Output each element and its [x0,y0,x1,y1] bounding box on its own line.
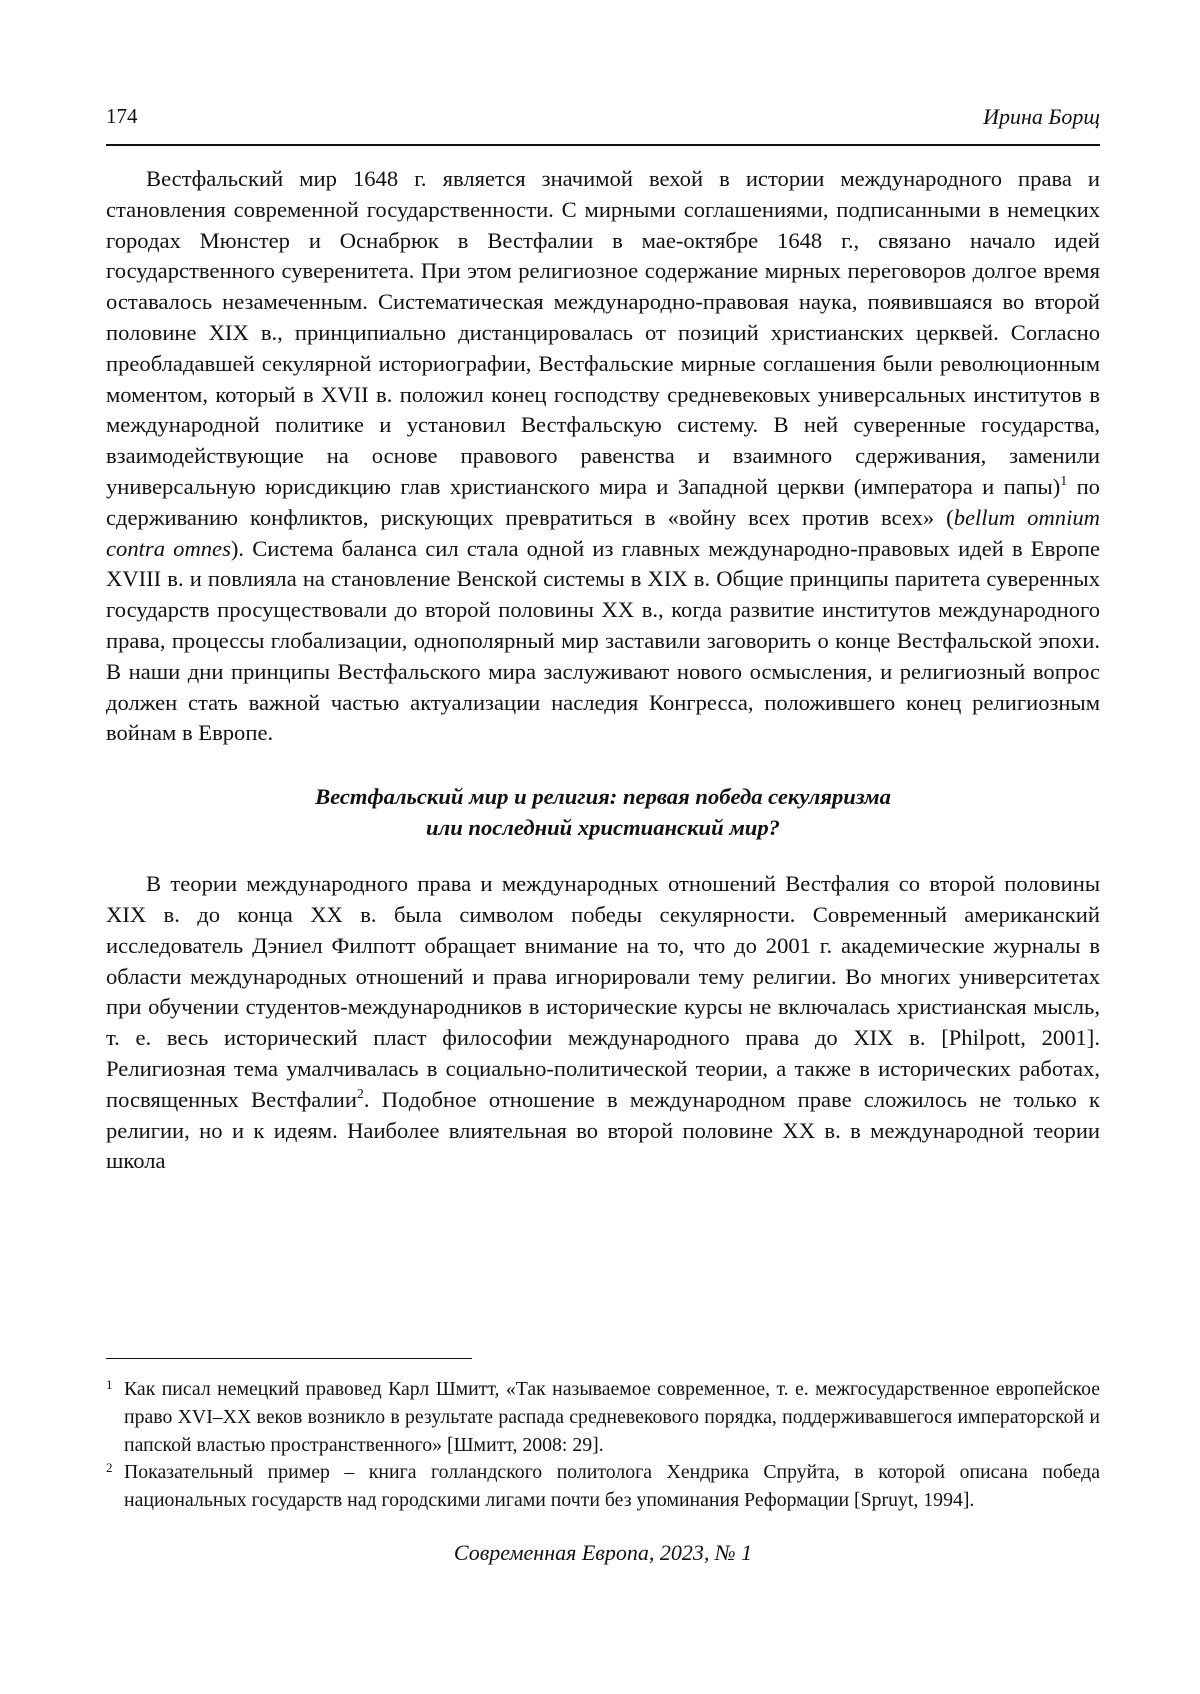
footnote-text: Как писал немецкий правовед Карл Шмитт, «Так называемое современное, т. е. межгосударственное европейское право XVI–XX веков возникло в результате распада средневекового порядка, поддерживавшегося императорской и папской властью пространственного» [Шмитт, 2008: 29]. [124,1378,1100,1456]
footnote-mark: 2 [106,1460,113,1476]
running-author: Ирина Борщ [983,104,1100,129]
section-heading [106,781,1100,843]
footnotes [106,1376,1100,1515]
footnote-2 [106,1459,1100,1515]
body-text [106,164,1100,1177]
footnote-mark: 1 [106,1377,113,1392]
paragraph-intro-part-a: Вестфальский мир 1648 г. является значимой вехой в истории международного права и становления современной государственности. С мирными соглашениями, подписанными в немецких городах Мюнстер и Оснабрюк в Вестфалии в мае-октябре 1648 г., связано начало идей государственного суверенитета. При этом религиозное содержание мирных переговоров долгое время оставалось незамеченным. Систематическая международно-правовая наука, появившаяся во второй половине XIX в., принципиально дистанцировалась от позиций христианских церквей. Согласно преобладавшей секулярной историографии, Вестфальские мирные соглашения были революционным моментом, который в XVII в. положил конец господству средневековых универсальных институтов в международной политике и установил Вестфальскую систему. В ней суверенные государства, взаимодействующие на основе правового равенства и взаимного сдерживания, заменили универсальную юрисдикцию глав христианского мира и Западной церкви (императора и папы) [106,166,1100,499]
paragraph-section-part-a: В теории международного права и международных отношений Вестфалия со второй половины XIX в. до конца XX в. была символом победы секулярности. Современный американский исследователь Дэниел Филпотт обращает внимание на то, что до 2001 г. академические журналы в области международных отношений и права игнорировали тему религии. Во многих университетах при обучении студентов-международников в исторические курсы не включалась христианская мысль, т. е. весь исторический пласт философии международного права до XIX в. [Philpott, 2001]. Религиозная тема умалчивалась в социально-политической теории, а также в исторических работах, посвященных Вестфалии [106,871,1100,1112]
page-number: 174 [106,104,138,128]
footnote-text: Показательный пример – книга голландского политолога Хендрика Спруйта, в которой описана победа национальных государств над городскими лигами почти без упоминания Реформации [Spruyt, 1994]. [124,1461,1100,1512]
running-footer: Современная Европа, 2023, № 1 [453,1540,753,1565]
paragraph-section-part-b: . Подобное отношение в международном праве сложилось не только к религии, но и к идеям. Наиболее влиятельная во второй половине XX в. в международной теории школа [106,1086,1100,1174]
footnote-divider [106,1358,472,1359]
paragraph-section [106,869,1100,1177]
section-heading-line-2: или последний христианский мир? [426,815,780,841]
footnote-ref-2[interactable]: 2 [356,1086,364,1102]
latin-phrase: bellum omnium contra omnes [106,504,1100,561]
paragraph-intro-part-b: по сдерживанию конфликтов, рискующих превратиться в «войну всех против всех» ( [106,473,1100,530]
running-header [106,104,1100,146]
section-heading-line-1: Вестфальский мир и религия: первая победа секуляризма [315,784,891,810]
paragraph-intro-part-c: ). Система баланса сил стала одной из главных международно-правовых идей в Европе XVIII в. и повлияла на становление Венской системы в XIX в. Общие принципы паритета суверенных государств просуществовали до второй половины XX в., когда развитие институтов международного права, процессы глобализации, однополярный мир заставили заговорить о конце Вестфальской эпохи. В наши дни принципы Вестфальского мира заслуживают нового осмысления, и религиозный вопрос должен стать важной частью актуализации наследия Конгресса, положившего конец религиозным войнам в Европе. [106,535,1100,746]
footnote-ref-1[interactable]: 1 [1060,473,1068,489]
footnote-1 [106,1376,1100,1459]
paragraph-intro [106,164,1100,749]
